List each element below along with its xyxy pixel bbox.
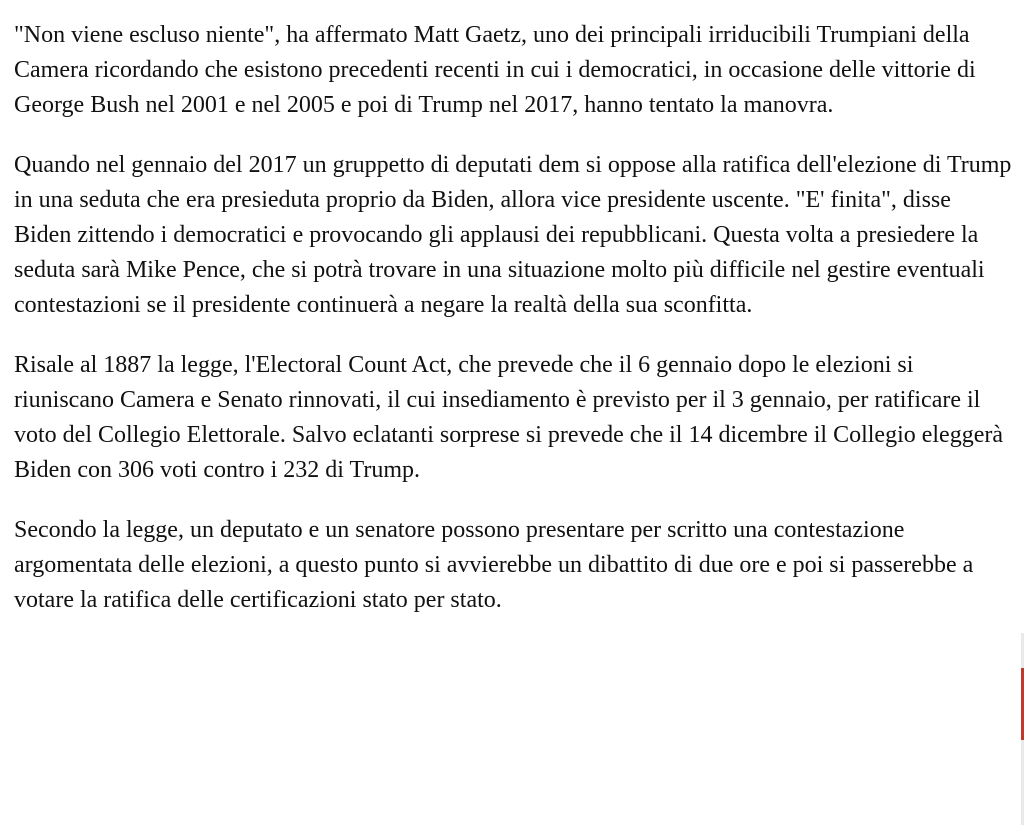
article-body [14,18,1014,643]
article-paragraph-1: "Non viene escluso niente", ha affermato Matt Gaetz, uno dei principali irriducibili Trumpiani della Camera ricordando che esistono precedenti recenti in cui i democratici, in occasione delle vittorie di George Bush nel 2001 e nel 2005 e poi di Trump nel 2017, hanno tentato la manovra. [14,22,976,118]
article-paragraph-4: Secondo la legge, un deputato e un senatore possono presentare per scritto una contestazione argomentata delle elezioni, a questo punto si avvierebbe un dibattito di due ore e poi si passerebbe a votare la ratifica delle certificazioni stato per stato. [14,517,974,613]
article-paragraph-3: Risale al 1887 la legge, l'Electoral Count Act, che prevede che il 6 gennaio dopo le elezioni si riuniscano Camera e Senato rinnovati, il cui insediamento è previsto per il 3 gennaio, per ratificare il voto del Collegio Elettorale. Salvo eclatanti sorprese si prevede che il 14 dicembre il Collegio eleggerà Biden con 306 voti contro i 232 di Trump. [14,352,1004,483]
article-paragraph-2: Quando nel gennaio del 2017 un gruppetto di deputati dem si oppose alla ratifica dell'elezione di Trump in una seduta che era presieduta proprio da Biden, allora vice presidente uscente. "E' finita", disse Biden zittendo i democratici e provocando gli applausi dei repubblicani. Questa volta a presiedere la seduta sarà Mike Pence, che si potrà trovare in una situazione molto più difficile nel gestire eventuali contestazioni se il presidente continuerà a negare la realtà della sua sconfitta. [14,152,1012,318]
